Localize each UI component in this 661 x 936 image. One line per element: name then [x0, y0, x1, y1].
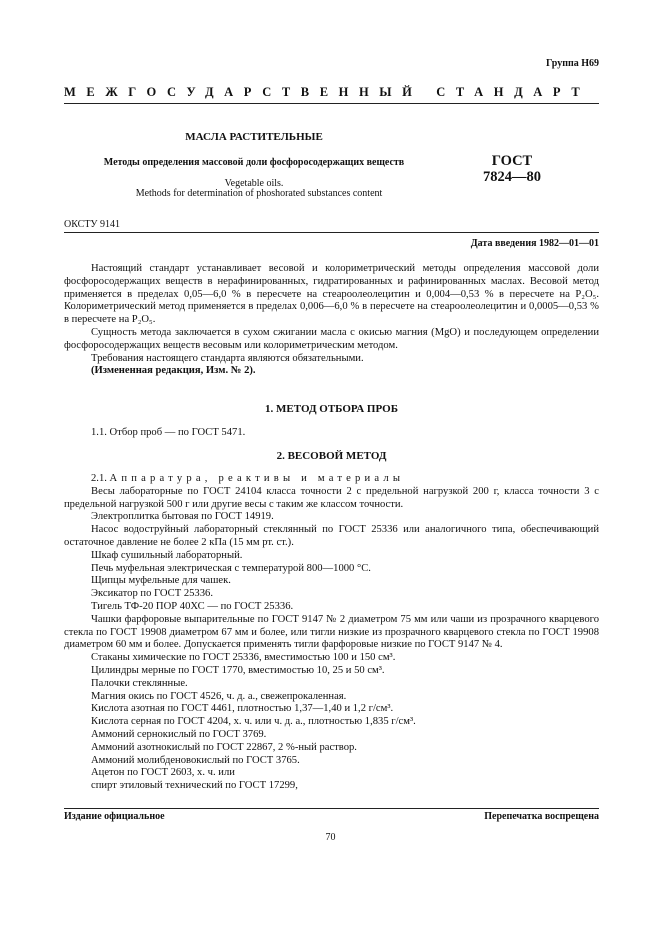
equipment-item: Палочки стеклянные.: [91, 677, 188, 689]
equipment-item: Тигель ТФ-20 ПОР 40ХС — по ГОСТ 25336.: [91, 600, 294, 612]
oksty-code: ОКСТУ 9141: [64, 219, 121, 230]
reagent-item: Аммоний сернокислый по ГОСТ 3769.: [91, 728, 267, 740]
reagent-item: Аммоний азотнокислый по ГОСТ 22867, 2 %-ный раствор.: [91, 741, 357, 753]
intro-paragraph: Требования настоящего стандарта являются обязательными.: [91, 352, 364, 364]
reagent-item: Кислота серная по ГОСТ 4204, х. ч. или ч. д. а., плотностью 1,835 г/см³.: [91, 716, 416, 728]
page-number: 70: [325, 832, 336, 843]
equipment-item: Печь муфельная электрическая с температурой 800—1000 °С.: [91, 562, 371, 574]
doc-title-en: Vegetable oils.: [224, 178, 284, 189]
intro-block: [64, 263, 599, 378]
intro-paragraph: Сущность метода заключается в сухом сжигании масла с окисью магния (MgO) и последующем определении фосфоросодержащих веществ весовым или колориметрическим методом.: [64, 326, 599, 351]
section-1-item: 1.1. Отбор проб — по ГОСТ 5471.: [91, 427, 246, 438]
subsection-title: Аппаратура, реактивы и материалы: [109, 473, 405, 484]
reagent-item: Магния окись по ГОСТ 4526, ч. д. а., свежепрокаленная.: [91, 690, 347, 702]
reagent-item: спирт этиловый технический по ГОСТ 17299,: [91, 780, 298, 792]
gost-label: ГОСТ: [491, 153, 533, 169]
equipment-item: Электроплитка бытовая по ГОСТ 14919.: [91, 511, 274, 523]
section-1-heading: 1. МЕТОД ОТБОРА ПРОБ: [265, 403, 398, 415]
equipment-item: Щипцы муфельные для чашек.: [91, 575, 231, 587]
section-2-heading: 2. ВЕСОВОЙ МЕТОД: [276, 450, 387, 462]
subsection-number: 2.1.: [91, 473, 107, 484]
reprint-notice: Перепечатка воспрещена: [484, 811, 599, 822]
reagent-item: Аммоний молибденовокислый по ГОСТ 3765.: [91, 754, 300, 766]
doc-subtitle-en: Methods for determination of phoshorated substances content: [135, 188, 383, 199]
intro-date: Дата введения 1982—01—01: [470, 238, 599, 249]
doc-subtitle-ru: Методы определения массовой доли фосфоросодержащих веществ: [103, 157, 405, 168]
reagent-item: Ацетон по ГОСТ 2603, х. ч. или: [91, 767, 235, 779]
equipment-item: Эксикатор по ГОСТ 25336.: [91, 588, 213, 600]
equipment-item: Весы лабораторные по ГОСТ 24104 класса точности 2 с предельной нагрузкой 200 г, класса точности 3 с предельной нагрузкой 500 г или другие весы с таким же классом точности.: [64, 485, 599, 510]
intro-paragraph: Настоящий стандарт устанавливает весовой и колориметрический методы определения массовой доли фосфоросодержащих веществ в нерафинированных, гидратированных и рафинированных маслах. Весовой метод применяется в пределах 0,05—6,0 % в пересчете на стеароолеолецитин и 0,004—0,53 % в пересчете на P₂O₅. Колориметрический метод применяется в пределах 0,006—6,0 % в пересчете на стеароолеолецитин и 0,0005—0,53 % в пересчете на P₂O₅.: [64, 263, 599, 326]
group-label: Группа Н69: [546, 58, 599, 69]
edition-label: Издание официальное: [64, 811, 165, 822]
subsection-2-1: [64, 473, 599, 486]
amendment-note: (Измененная редакция, Изм. № 2).: [91, 365, 256, 377]
equipment-item: Цилиндры мерные по ГОСТ 1770, вместимостью 10, 25 и 50 см³.: [91, 664, 385, 676]
footer-rule: [64, 808, 599, 809]
gost-designation: [472, 153, 552, 185]
reagent-item: Кислота азотная по ГОСТ 4461, плотностью 1,37—1,40 и 1,2 г/см³.: [91, 703, 394, 715]
section-2-body: [64, 473, 599, 793]
header-rule: [64, 103, 599, 104]
gost-number: 7824—80: [483, 169, 541, 185]
standard-banner: МЕЖГОСУДАРСТВЕННЫЙ СТАНДАРТ: [64, 85, 591, 99]
equipment-item: Чашки фарфоровые выпарительные по ГОСТ 9147 № 2 диаметром 75 мм или чаши из прозрачного кварцевого стекла по ГОСТ 19908 диаметром 67 мм и более, или тигли низкие из прозрачного кварцевого стекла по ГОСТ 19908 диаметром 60 мм и более. Допускается применять тигли фарфоровые низкие по ГОСТ 9147 № 4.: [64, 613, 599, 651]
equipment-item: Насос водоструйный лабораторный стеклянный по ГОСТ 25336 или аналогичного типа, обеспечивающий остаточное давление не более 2 кПа (15 мм рт. ст.).: [64, 524, 599, 548]
section-1-body: [64, 427, 599, 440]
oksty-rule: [64, 232, 599, 233]
equipment-item: Шкаф сушильный лабораторный.: [91, 549, 243, 561]
equipment-item: Стаканы химические по ГОСТ 25336, вместимостью 100 и 150 см³.: [91, 652, 396, 664]
doc-title-ru: МАСЛА РАСТИТЕЛЬНЫЕ: [185, 131, 323, 143]
